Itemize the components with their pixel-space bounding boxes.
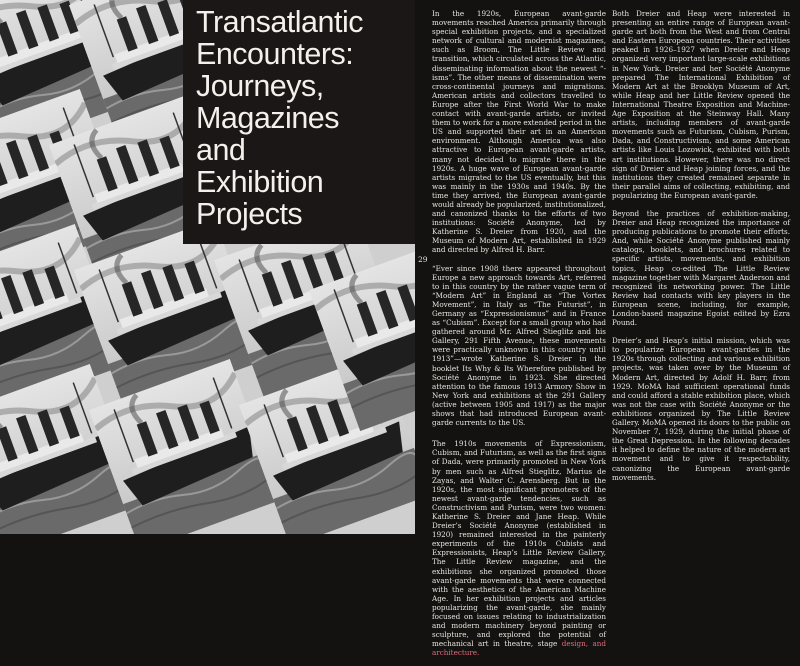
quote-paragraph: “Ever since 1908 there appeared throughout Europe a new approach towards Art, referred to in this country by the rather vague term of “Modern Art” in England as “The Vortex Movement”, in Italy as “The Futurist”, in Germany as “Expressionismus” and in France as “Cubism”. Except for a small group who had gathered around Mr. Alfred Stieglitz and his Gallery, 291 Fifth Avenue, these movements were practically unknown in this country until 1913”—wrote Katherine S. Dreier in the booklet Its Why & Its Wherefore published by Société Anonyme in 1923. She directed attention to the famous 1913 Armory Show in New York and exhibitions at the 291 Gallery (active between 1905 and 1917) as the major shows that had introduced European avant-garde currents to the US. <box>432 263 606 428</box>
title-line: Transatlantic <box>196 5 363 39</box>
ship-photo-collage <box>0 0 415 534</box>
page-number: 29 <box>418 255 428 264</box>
title-line: Projects <box>196 197 303 231</box>
title-line: Magazines <box>196 101 339 135</box>
article-title <box>196 6 363 230</box>
title-line: Encounters: <box>196 37 354 71</box>
text-column-right <box>612 9 790 491</box>
highlighted-text: design, and architecture. <box>432 639 606 658</box>
paragraph: Both Dreier and Heap were interested in presenting an entire range of European avant-garde art both from the West and from Central and Eastern European countries. Their activities peaked in 1926–1927 when Dreier and Heap organized very important large-scale exhibitions in New York. Dreier and her Société Anonyme prepared The International Exhibition of Modern Art at the Brooklyn Museum of Art, while Heap and her Little Review opened the International Theatre Exposition and Machine-Age Exposition at the Steinway Hall. Many artists, including members of avant-garde movements such as Futurism, Cubism, Purism, Dada, and Constructivism, and some American artists like Louis Lozowick, exhibited with both art institutions. However, there was no direct sign of Dreier and Heap joining forces, and the institutions they created remained separate in their parallel aims of collecting, exhibiting, and popularizing the European avant-garde. <box>612 9 790 200</box>
title-line: Exhibition <box>196 165 324 199</box>
title-line: Journeys, <box>196 69 324 103</box>
paragraph <box>432 439 606 657</box>
text-column-left <box>432 9 606 666</box>
title-panel <box>183 0 415 244</box>
paragraph: In the 1920s, European avant-garde movements reached America primarily through special exhibition projects, and a specialized network of cultural and modernist magazines, such as Broom, The Little Review and transition, which circulated across the Atlantic, disseminating information about the newest “-isms”. The other means of dissemination were cross-continental journeys and migrations. American artists and collectors travelled to Europe after the First World War to make contact with avant-garde artists, or invited them to work for a more extended period in the US and supported their art in an American environment. Although America was also attractive to European avant-garde artists, many not decided to migrate there in the 1920s. A huge wave of European avant-garde artists migrated to the US eventually, but this was mainly in the 1930s and 1940s. By the time they arrived, the European avant-garde would already be popularized, institutionalized, and canonized thanks to the efforts of two institutions: Société Anonyme, led by Katherine S. Dreier from 1920, and the Museum of Modern Art, established in 1929 and directed by Alfred H. Barr. <box>432 9 606 255</box>
paragraph: Beyond the practices of exhibition-making, Dreier and Heap recognized the importance of producing publications to promote their efforts. And, while Société Anonyme published mainly catalogs, booklets, and brochures related to specific artists, movements, and exhibition topics, Heap co-edited The Little Review magazine together with Margaret Anderson and recognized its networking power. The Little Review had contacts with key players in the European scene, including, for example, London-based magazine Egoist edited by Ezra Pound. <box>612 208 790 328</box>
title-line: and <box>196 133 246 167</box>
paragraph-text: The 1910s movements of Expressionism, Cubism, and Futurism, as well as the first signs of Dada, were primarily promoted in New York by men such as Alfred Stieglitz, Marius de Zayas, and Walter C. Arensberg. But in the 1920s, the most significant promoters of the newest avant-garde tendencies, such as Constructivism and Purism, were two women: Katherine S. Dreier and Jane Heap. While Dreier’s Société Anonyme (established in 1920) remained interested in the painterly experiments of the 1910s Cubists and Expressionists, Heap’s Little Review Gallery, The Little Review magazine, and the exhibitions she organized promoted those avant-garde movements that were connected with the aesthetics of the American Machine Age. In her exhibition projects and articles popularizing the avant-garde, she mainly focused on issues relating to industrialization and modern machinery beyond painting or sculpture, and explored the potential of mechanical art in theatre, stage <box>432 439 606 649</box>
paragraph: Dreier’s and Heap’s initial mission, which was to popularize European avant-gardes in the 1920s through collecting and various exhibition projects, was taken over by the Museum of Modern Art, directed by Adolf H. Barr, from 1929. MoMA had sufficient operational funds and could afford a stable exhibition place, which was not the case with Société Anonyme or the exhibitions organized by The Little Review Gallery. MoMA opened its doors to the public on November 7, 1929, during the initial phase of the Great Depression. In the following decades it helped to define the nature of the modern art movement and to give it respectability, canonizing the European avant-garde movements. <box>612 336 790 482</box>
